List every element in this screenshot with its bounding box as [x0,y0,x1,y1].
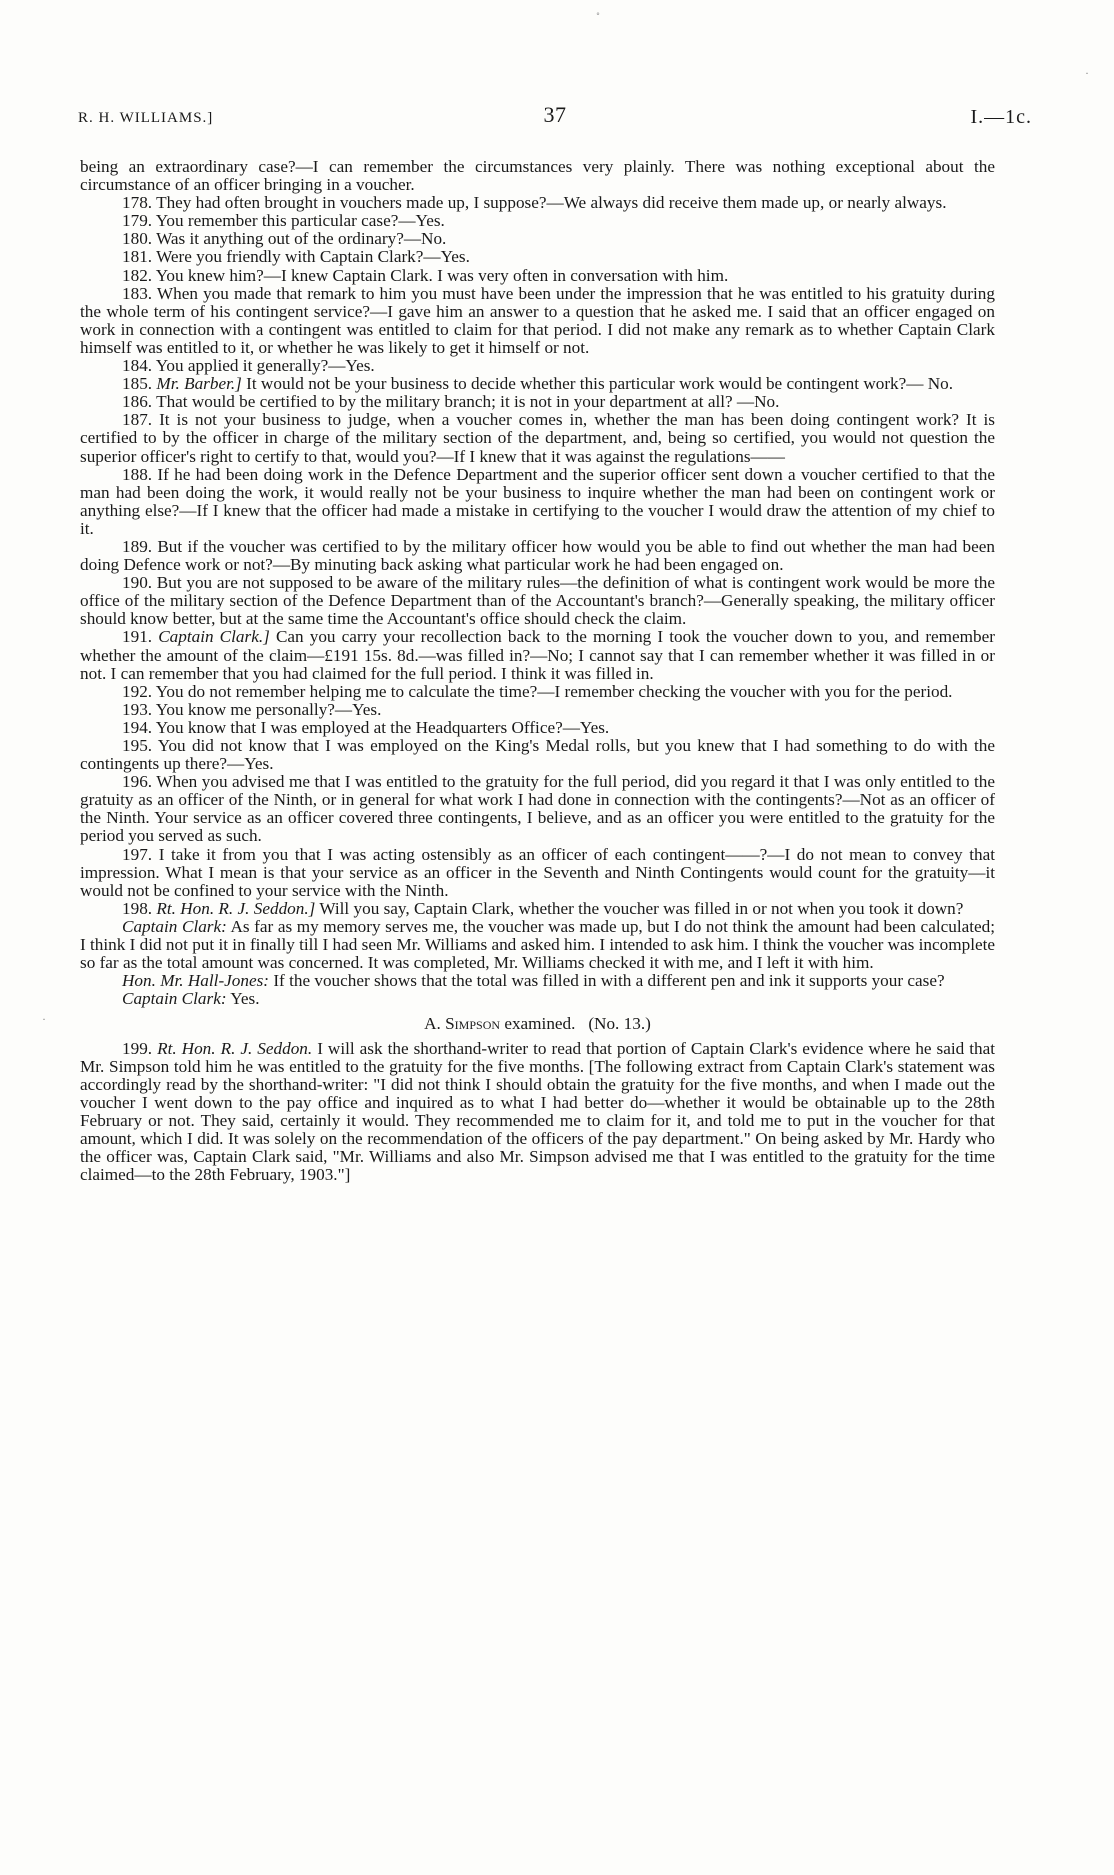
speaker-label: Mr. Barber.] [156,374,242,394]
question-180: 180. Was it anything out of the ordinary?—No. [122,229,447,249]
question-192: 192. You do not remember helping me to calculate the time?—I remember checking the voucher with you for the period. [122,681,953,701]
question-188: 188. If he had been doing work in the Defence Department and the superior officer sent down a voucher certified to that the man had been doing the work, it would really not be your business to inquire whether the man had been on contingent work or anything else?—If I knew that the officer had made a mistake in certifying to the voucher I would draw the attention of my chief to it. [80,464,995,538]
question-text: If the voucher shows that the total was filled in with a different pen and ink it supports your case? [273,971,945,991]
page-speck: · [1085,66,1089,80]
question-186: 186. That would be certified to by the military branch; it is not in your department at all? —No. [122,392,780,412]
speaker-label: Captain Clark.] [158,627,270,647]
answer-captain-clark-yes [80,990,995,1008]
question-193: 193. You know me personally?—Yes. [122,699,382,719]
question-184: 184. You applied it generally?—Yes. [122,356,375,376]
witness-name: A. Simpson [424,1014,501,1034]
question-194: 194. You know that I was employed at the Headquarters Office?—Yes. [122,717,610,737]
question-198 [80,900,995,918]
question-199 [80,1040,995,1185]
question-hall-jones [80,972,995,990]
question-183: 183. When you made that remark to him you must have been under the impression that he was entitled to his gratuity during the whole term of his contingent service?—I gave him an answer to a question that he asked me. I said that an officer engaged on work in connection with a contingent was entitled to claim for that period. I did not make any remark as to whether Captain Clark himself was entitled to it, or whether he was likely to get it himself or not. [80,283,995,357]
question-179: 179. You remember this particular case?—Yes. [122,211,445,231]
question-number: 199. [122,1038,153,1058]
question-text: I will ask the shorthand-writer to read that portion of Captain Clark's evidence where he said that Mr. Simpson told him he was entitled to the gratuity for the five months. [The following extract from Captain Clark's statement was accordingly read by the shorthand-writer: "I did not think I should obtain the gratuity for the five months, and when I made out the voucher I went down to the pay office and inquired as to what I had better do—whether it would be obtainable up to the 28th February or not. They said, certainly it would. They recommended me to claim for it, and told me to put in the voucher for that amount, which I did. It was solely on the recommendation of the officers of the pay department." On being asked by Mr. Hardy who the officer was, Captain Clark said, "Mr. Williams and also Mr. Simpson advised me that I was entitled to the gratuity for the time claimed—to the 28th February, 1903."] [80,1038,996,1185]
header-document-code: I.—1c. [970,106,1032,128]
answer-text: As far as my memory serves me, the voucher was made up, but I do not think the amount had been calculated; I think I did not put it in finally till I had seen Mr. Williams and asked him. I intended to ask him. I think the voucher was incomplete so far as the total amount was concerned. It was completed, Mr. Williams checked it with me, and I left it with him. [80,916,996,973]
question-189: 189. But if the voucher was certified to by the military officer how would you be able to find out whether the man had been doing Defence work or not?—By minuting back asking what particular work he had been engaged on. [80,536,995,575]
question-number: 191. [122,627,153,647]
question-181: 181. Were you friendly with Captain Clark?—Yes. [122,247,470,267]
speaker-label: Captain Clark: [122,989,227,1009]
answer-text: Yes. [230,989,260,1009]
section-heading [80,1015,995,1033]
question-182: 182. You knew him?—I knew Captain Clark. I was very often in conversation with him. [122,265,729,285]
speaker-label: Captain Clark: [122,916,227,936]
header-witness-name: R. H. WILLIAMS.] [78,110,214,126]
question-text: It would not be your business to decide whether this particular work would be contingent work?— No. [246,374,954,394]
page-speck: · [42,1012,46,1026]
page-header [78,102,1032,134]
answer-captain-clark [80,918,995,972]
question-196: 196. When you advised me that I was entitled to the gratuity for the full period, did you regard it that I was only entitled to the gratuity as an officer of the Ninth, or in general for what work I had done in connection with the contingents?—Not as an officer of the Ninth. Your service as an officer covered three contingents, I believe, and as an officer you were entitled to the gratuity for the period you served as such. [80,772,995,846]
question-185 [80,375,995,393]
speaker-label: Rt. Hon. R. J. Seddon. [157,1038,313,1058]
question-187: 187. It is not your business to judge, when a voucher comes in, whether the man has been doing contingent work? It is certified to by the officer in charge of the military section of the department, and, being so certified, you would not question the superior officer's right to certify to that, would you?—If I knew that it was against the regulations—— [80,410,995,466]
question-190: 190. But you are not supposed to be aware of the military rules—the definition of what is contingent work would be more the office of the military section of the Defence Department than of the Accountant's branch?—Generally speaking, the military officer should know better, but at the same time the Accountant's office should check the claim. [80,573,995,629]
page-speck: ˚ [596,10,600,24]
question-195: 195. You did not know that I was employed on the King's Medal rolls, but you knew that I had something to do with the contingents up there?—Yes. [80,736,995,774]
speaker-label: Rt. Hon. R. J. Seddon.] [156,898,316,918]
question-178: 178. They had often brought in vouchers made up, I suppose?—We always did receive them made up, or nearly always. [122,193,947,213]
question-191 [80,628,995,682]
witness-number: (No. 13.) [588,1014,651,1034]
page-number: 37 [543,102,567,127]
speaker-label: Hon. Mr. Hall-Jones: [122,971,270,991]
paragraph-continuation: being an extraordinary case?—I can remember the circumstances very plainly. There was nothing exceptional about the circumstance of an officer bringing in a voucher. [80,157,995,195]
document-body [80,158,995,1184]
question-197: 197. I take it from you that I was acting ostensibly as an officer of each contingent——?—I do not mean to convey that impression. What I mean is that your service as an officer in the Seventh and Ninth Contingents would count for the gratuity—it would not be confined to your service with the Ninth. [80,844,995,900]
question-text: Will you say, Captain Clark, whether the voucher was filled in or not when you took it down? [319,898,964,918]
question-number: 185. [122,374,153,394]
question-number: 198. [122,898,153,918]
question-text: Can you carry your recollection back to the morning I took the voucher down to you, and remember whether the amount of the claim—£191 15s. 8d.—was filled in?—No; I cannot say that I can remember whether it was filled in or not. I can remember that you had claimed for the full period. I think it was filled in. [80,627,995,683]
heading-label: examined. [504,1014,576,1034]
